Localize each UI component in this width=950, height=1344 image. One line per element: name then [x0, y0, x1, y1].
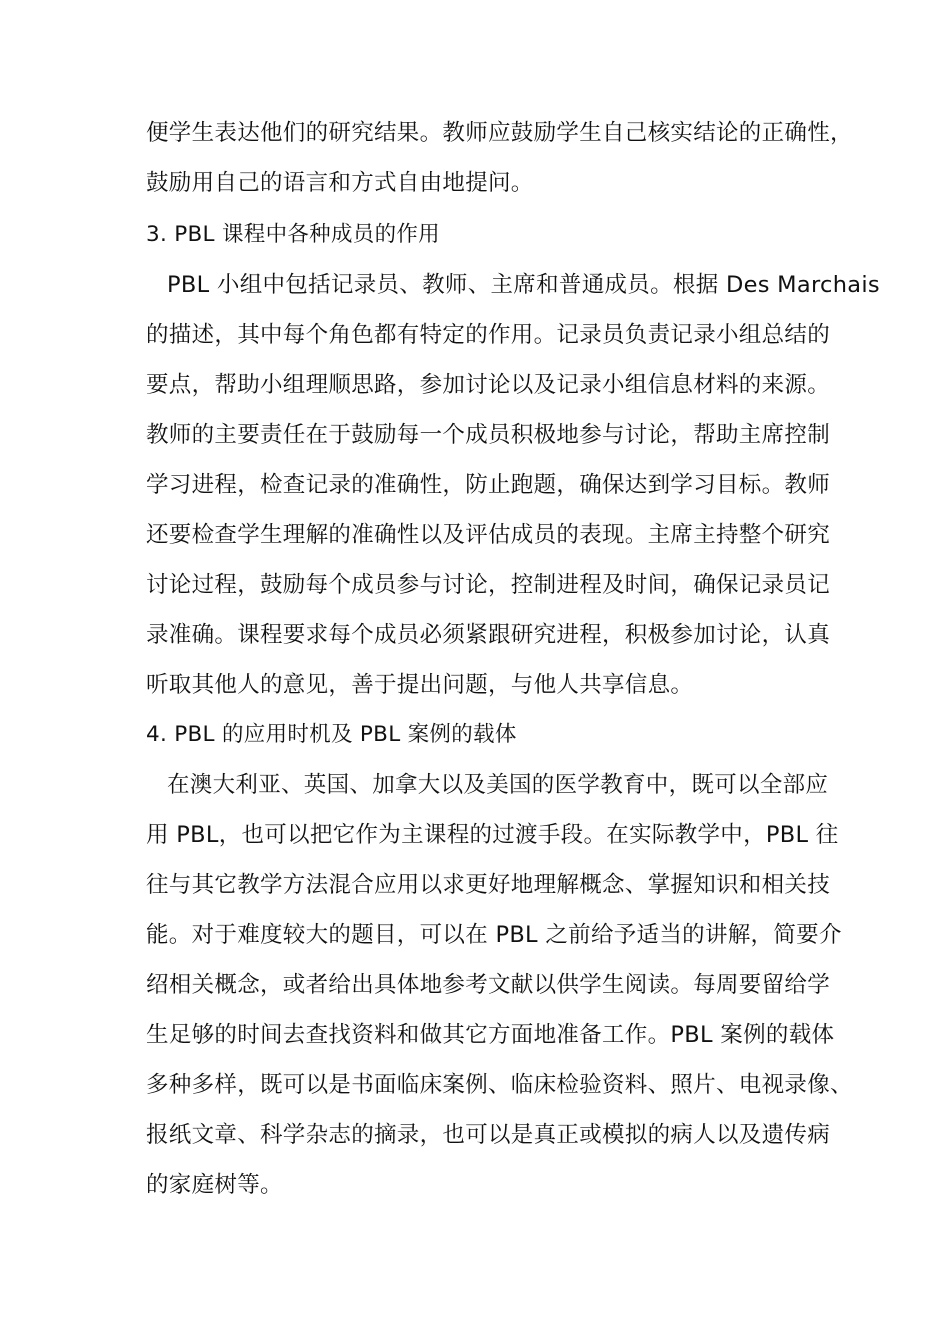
paragraph-line: 要点，帮助小组理顺思路，参加讨论以及记录小组信息材料的来源。 [146, 372, 831, 398]
paragraph-line: 听取其他人的意见，善于提出问题，与他人共享信息。 [146, 672, 694, 698]
paragraph-line: 用 PBL，也可以把它作为主课程的过渡手段。在实际教学中，PBL 往 [146, 822, 839, 848]
paragraph-line: 还要检查学生理解的准确性以及评估成员的表现。主席主持整个研究 [146, 522, 831, 548]
paragraph-line: 报纸文章、科学杂志的摘录，也可以是真正或模拟的病人以及遗传病 [146, 1122, 831, 1148]
paragraph-line: 教师的主要责任在于鼓励每一个成员积极地参与讨论，帮助主席控制 [146, 422, 831, 448]
paragraph-line: 便学生表达他们的研究结果。教师应鼓励学生自己核实结论的正确性， [146, 120, 853, 146]
paragraph-line: 能。对于难度较大的题目，可以在 PBL 之前给予适当的讲解，简要介 [146, 922, 842, 948]
paragraph-line: 生足够的时间去查找资料和做其它方面地准备工作。PBL 案例的载体 [146, 1022, 835, 1048]
paragraph-line: 多种多样，既可以是书面临床案例、临床检验资料、照片、电视录像、 [146, 1072, 853, 1098]
paragraph-line: 讨论过程，鼓励每个成员参与讨论，控制进程及时间，确保记录员记 [146, 572, 831, 598]
paragraph-line: 录准确。课程要求每个成员必须紧跟研究进程，积极参加讨论，认真 [146, 622, 831, 648]
section-heading-3: 3. PBL 课程中各种成员的作用 [146, 222, 440, 247]
paragraph-line: 绍相关概念，或者给出具体地参考文献以供学生阅读。每周要留给学 [146, 972, 831, 998]
paragraph-line: 往与其它教学方法混合应用以求更好地理解概念、掌握知识和相关技 [146, 872, 831, 898]
paragraph-line: 在澳大利亚、英国、加拿大以及美国的医学教育中，既可以全部应 [167, 772, 829, 798]
paragraph-line: 的家庭树等。 [146, 1172, 283, 1198]
paragraph-line: 鼓励用自己的语言和方式自由地提问。 [146, 170, 534, 196]
paragraph-line: 学习进程，检查记录的准确性，防止跑题，确保达到学习目标。教师 [146, 472, 831, 498]
section-heading-4: 4. PBL 的应用时机及 PBL 案例的载体 [146, 722, 517, 747]
paragraph-line: PBL 小组中包括记录员、教师、主席和普通成员。根据 Des Marchais [167, 272, 880, 298]
paragraph-line: 的描述，其中每个角色都有特定的作用。记录员负责记录小组总结的 [146, 322, 831, 348]
